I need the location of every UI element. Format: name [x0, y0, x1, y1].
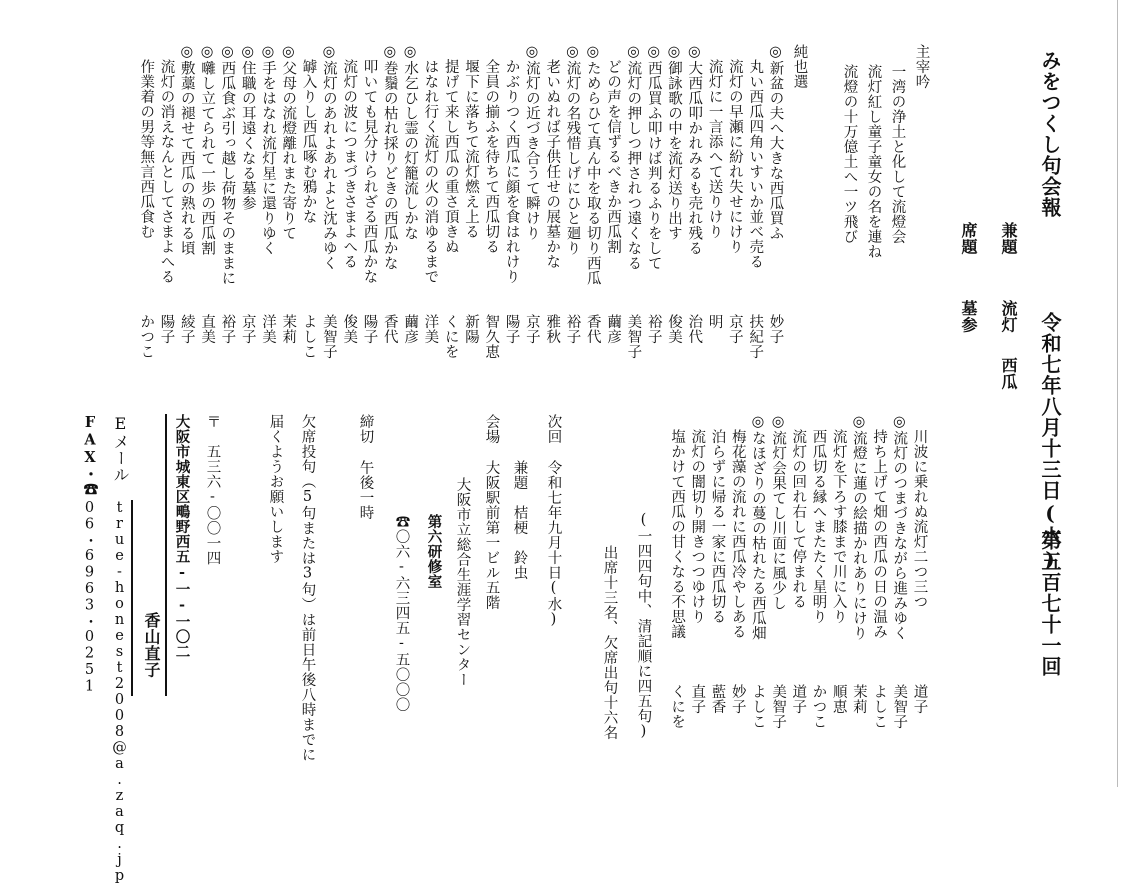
haiku-author: 美智子	[770, 684, 787, 729]
kendai-topic-1: 流灯	[999, 300, 1018, 333]
issue-number: 第五百七十一回	[1038, 530, 1062, 677]
haiku-text: ◎手をはなれ流灯星に還りゆく	[260, 44, 276, 256]
shusai-label: 主宰吟	[913, 44, 930, 89]
notice-line-1: 欠席投句（5句または3句）は前日午後八時までに	[299, 414, 316, 762]
sekidai-label: 席題	[959, 222, 978, 255]
haiku-text: かぶりつく西瓜に顔を食はれけり	[503, 59, 520, 284]
haiku-author: 新陽	[463, 314, 479, 344]
haiku-author: かつこ	[810, 684, 827, 729]
haiku-text: 流灯の早瀬に紛れ失せにけり	[726, 59, 743, 254]
haiku-author: 明	[706, 314, 723, 329]
haiku-author: 陽子	[503, 314, 520, 344]
haiku-text: ◎父母の流燈離れまた寄りて	[280, 44, 297, 241]
haiku-author: 茉莉	[280, 314, 297, 344]
haiku-text: ◎流灯のあれよあれよと沈みゆく	[320, 44, 337, 271]
haiku-author: 藍香	[709, 684, 726, 714]
haiku-text: 流灯の波につまづきさまよへる	[341, 59, 358, 269]
haiku-author: 香代	[381, 314, 398, 344]
shusai-line-2: 流灯紅し童子童女の名を連ね	[865, 64, 882, 259]
haiku-text: はなれ行く流灯の火の消ゆるまで	[422, 59, 439, 284]
haiku-text: 塩かけて西瓜の甘くなる不思議	[669, 429, 686, 639]
haiku-text: ◎流灯の押しつ押されつ遠くなる	[625, 44, 642, 271]
haiku-text: ◎ためらひて真ん中を取る切り西瓜	[584, 44, 601, 286]
fax-number: 06・6963・0251	[81, 500, 98, 695]
next-date: 令和七年九月十日(水)	[545, 460, 562, 628]
haiku-text: 堰下に落ちて流灯燃え上る	[463, 59, 479, 239]
haiku-author: 陽子	[158, 314, 175, 344]
haiku-author: 茉莉	[850, 684, 867, 714]
haiku-text: 流灯に一言添へて送りけり	[706, 59, 723, 239]
haiku-author: かつこ	[138, 314, 155, 359]
haiku-text: ◎囃し立てられて一歩の西瓜割	[199, 44, 216, 256]
haiku-author: 俊美	[666, 314, 682, 344]
notice-line-2: 届くようお願いします	[267, 414, 284, 564]
shusai-line-1: 一湾の浄土と化して流燈会	[889, 64, 906, 244]
venue-label: 会場	[483, 414, 500, 444]
venue-room: 第六研修室	[425, 514, 443, 589]
haiku-author: 智久恵	[483, 314, 500, 359]
haiku-author: 美智子	[891, 684, 908, 729]
fax-label: FAX・☎	[81, 414, 99, 497]
haiku-author: 妙子	[729, 684, 746, 714]
haiku-text: どの声を信ずるべきか西瓜割	[605, 59, 622, 254]
venue-tel: ☎〇六-六三四五-五〇〇〇	[393, 514, 410, 712]
contact-name: 香山直子	[142, 612, 161, 678]
haiku-text: ◎御詠歌の中を流灯送り出す	[666, 44, 682, 241]
haiku-text: 流灯の回れ右して停まれる	[790, 429, 807, 609]
haiku-text: 梅花藻の流れに西瓜冷やしある	[729, 429, 746, 639]
haiku-author: 綾子	[178, 314, 195, 344]
haiku-author: 直美	[199, 314, 216, 344]
haiku-text: ◎住職の耳遠くなる墓参	[239, 44, 256, 211]
haiku-text: ◎西瓜買ふ叩けば判るふりをして	[645, 44, 662, 271]
email-address[interactable]: true-honest2008@a.zaq.jp	[111, 500, 128, 884]
haiku-text: ◎新盆の夫へ大きな西瓜買ふ	[767, 44, 784, 241]
kendai-topic-2: 西瓜	[999, 357, 1018, 390]
postal-code: 〒 五三六-〇〇一四	[204, 414, 221, 566]
address-underline	[165, 414, 167, 696]
haiku-text: 流灯の消えなんとしてさまよへる	[158, 59, 175, 284]
haiku-author: 雅秋	[544, 314, 561, 344]
haiku-author: 扶紀子	[747, 314, 764, 359]
haiku-author: 道子	[911, 684, 928, 714]
haiku-author: 治代	[686, 314, 703, 344]
venue: 大阪駅前第一ビル五階	[483, 460, 500, 610]
haiku-text: ◎流灯の近づき合うて瞬けり	[523, 44, 540, 241]
summary-note: (一四四句中、清記順に四五句)	[635, 512, 652, 740]
haiku-text: ◎流燈に蓮の絵描かれありにけり	[850, 414, 867, 641]
haiku-text: 泊らずに帰る一家に西瓜切る	[709, 429, 726, 624]
next-kendai: 兼題 桔梗 鈴虫	[511, 460, 528, 580]
haiku-text: 作業着の男等無言西瓜食む	[138, 59, 155, 239]
haiku-author: 裕子	[219, 314, 236, 344]
junya-label: 純也選	[791, 44, 808, 89]
haiku-text: 持ち上げて畑の西瓜の日の温み	[871, 429, 888, 639]
haiku-text: ◎流灯のつまづきながら進みゆく	[891, 414, 908, 641]
haiku-text: 叩いても見分けられざる西瓜かな	[361, 59, 378, 284]
shusai-line-3: 流燈の十万億土へ一ツ飛び	[841, 64, 858, 244]
haiku-author: よしこ	[749, 684, 766, 729]
haiku-author: 京子	[239, 314, 256, 344]
address: 大阪市城東区鴫野西五-一-一〇二	[173, 414, 191, 659]
haiku-author: 香代	[584, 314, 601, 344]
deadline-time: 午後一時	[357, 460, 374, 520]
haiku-author: 美智子	[320, 314, 337, 359]
haiku-text: ◎敷藁の褪せて西瓜の熟れる頃	[178, 44, 195, 256]
haiku-text: 丸い西瓜四角いすいか並べ売る	[747, 59, 764, 269]
haiku-text: 老いぬれば子供任せの展墓かな	[544, 59, 561, 269]
sekidai-topic-1: 墓参	[959, 300, 978, 333]
haiku-text: ◎大西瓜叩かれみるも売れ残る	[686, 44, 703, 256]
haiku-author: 繭彦	[402, 314, 419, 344]
email-underline	[131, 500, 133, 696]
page-title: みをつくし句会報	[1038, 50, 1062, 218]
haiku-author: 洋美	[422, 314, 439, 344]
haiku-text: ◎巻鬚の枯れ採りどきの西瓜かな	[381, 44, 398, 271]
haiku-text: 罅入りし西瓜啄む鴉かな	[300, 59, 317, 224]
haiku-text: 西瓜切る縁へまたたく星明り	[810, 429, 827, 624]
page-edge	[1117, 0, 1118, 787]
haiku-author: よしこ	[871, 684, 888, 729]
haiku-text: ◎なほざりの蔓の枯れたる西瓜畑	[749, 414, 766, 641]
haiku-text: ◎流灯会果てし川面に風少し	[770, 414, 787, 611]
deadline-label: 締切	[357, 414, 374, 444]
haiku-text: 提げて来し西瓜の重さ頂きぬ	[442, 59, 459, 254]
haiku-author: 裕子	[564, 314, 581, 344]
haiku-author: 順恵	[830, 684, 847, 714]
haiku-author: 直子	[689, 684, 706, 714]
haiku-author: 洋美	[260, 314, 276, 344]
haiku-author: くにを	[442, 314, 459, 359]
kendai-label: 兼題	[999, 222, 1018, 255]
haiku-author: 裕子	[645, 314, 662, 344]
haiku-author: 俊美	[341, 314, 358, 344]
haiku-text: 全員の揃ふを待ちて西瓜切る	[483, 59, 500, 254]
haiku-author: 京子	[523, 314, 540, 344]
haiku-text: ◎流灯の名残惜しげにひと廻り	[564, 44, 581, 256]
haiku-text: ◎西瓜食ぶ引っ越し荷物そのままに	[219, 44, 236, 286]
haiku-text: 川波に乗れぬ流灯二つ三つ	[911, 429, 928, 609]
haiku-author: 陽子	[361, 314, 378, 344]
haiku-author: 繭彦	[605, 314, 622, 344]
attendance: 出席十三名、欠席出句十六名	[601, 545, 618, 740]
haiku-author: 妙子	[767, 314, 784, 344]
next-label: 次回	[545, 414, 562, 444]
haiku-text: 流灯の闇切り開きつつゆけり	[689, 429, 706, 624]
haiku-author: よしこ	[300, 314, 317, 359]
haiku-author: 道子	[790, 684, 807, 714]
haiku-author: くにを	[669, 684, 686, 729]
haiku-text: 流灯を下ろす膝まで川に入り	[830, 429, 847, 624]
email-label: Eメール	[111, 414, 130, 483]
meeting-date: 令和七年八月十三日(水)	[1038, 312, 1062, 572]
haiku-author: 京子	[726, 314, 743, 344]
haiku-text: ◎水乞ひし霊の灯籠流しかな	[402, 44, 419, 241]
venue-center: 大阪市立総合生涯学習センター	[454, 477, 471, 687]
haiku-author: 美智子	[625, 314, 642, 359]
